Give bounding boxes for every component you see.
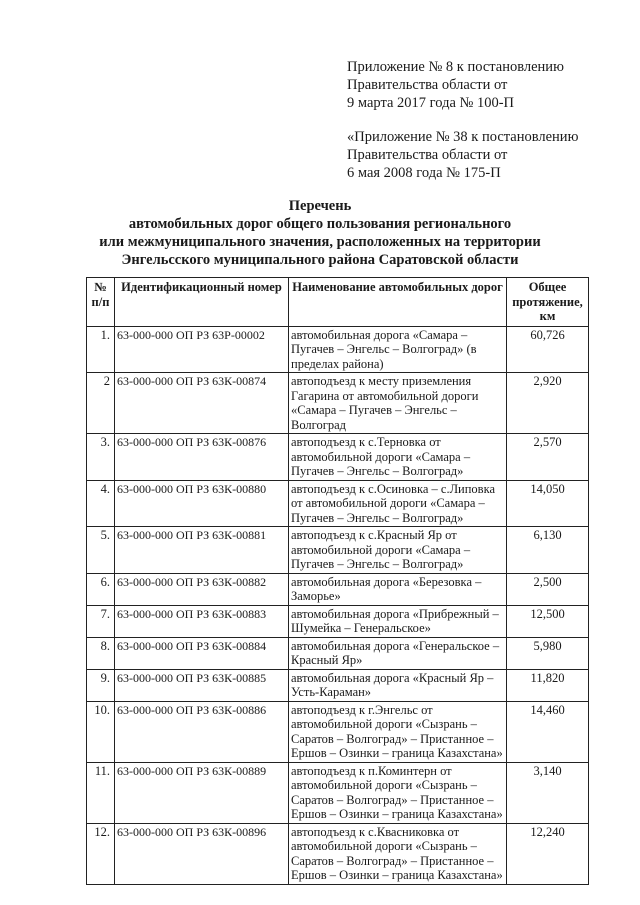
annex-original-reference bbox=[347, 128, 578, 182]
header-id: Идентификационный номер bbox=[115, 278, 289, 327]
table-row bbox=[87, 326, 589, 373]
road-id: 63-000-000 ОП РЗ 63Р-00002 bbox=[115, 326, 289, 373]
row-number: 2 bbox=[87, 373, 115, 434]
row-number: 11. bbox=[87, 762, 115, 823]
road-name: автоподъезд к с.Осиновка – с.Липовка от автомобильной дороги «Самара – Пугачев – Энгельс – Волгоград» bbox=[289, 480, 507, 527]
road-name: автоподъезд к с.Квасниковка от автомобильной дороги «Сызрань – Саратов – Волгоград» – Пристанное – Ершов – Озинки – граница Казахстана» bbox=[289, 823, 507, 884]
row-number: 6. bbox=[87, 573, 115, 605]
annex-line: 6 мая 2008 года № 175-П bbox=[347, 165, 501, 181]
row-number: 10. bbox=[87, 701, 115, 762]
header-num: № п/п bbox=[87, 278, 115, 327]
road-name: автомобильная дорога «Прибрежный – Шумейка – Генеральское» bbox=[289, 605, 507, 637]
table-row bbox=[87, 605, 589, 637]
row-number: 5. bbox=[87, 527, 115, 574]
row-number: 8. bbox=[87, 637, 115, 669]
table-row bbox=[87, 637, 589, 669]
road-id: 63-000-000 ОП РЗ 63К-00876 bbox=[115, 434, 289, 481]
road-length: 60,726 bbox=[507, 326, 589, 373]
road-length: 5,980 bbox=[507, 637, 589, 669]
table-row bbox=[87, 527, 589, 574]
header-name: Наименование автомобильных дорог bbox=[289, 278, 507, 327]
road-id: 63-000-000 ОП РЗ 63К-00896 bbox=[115, 823, 289, 884]
row-number: 12. bbox=[87, 823, 115, 884]
road-id: 63-000-000 ОП РЗ 63К-00881 bbox=[115, 527, 289, 574]
road-id: 63-000-000 ОП РЗ 63К-00889 bbox=[115, 762, 289, 823]
annex-line: «Приложение № 38 к постановлению bbox=[347, 129, 579, 145]
table-row bbox=[87, 762, 589, 823]
road-name: автоподъезд к г.Энгельс от автомобильной дороги «Сызрань – Саратов – Волгоград» – Пристанное – Ершов – Озинки – граница Казахстана» bbox=[289, 701, 507, 762]
road-name: автомобильная дорога «Березовка – Заморье» bbox=[289, 573, 507, 605]
road-id: 63-000-000 ОП РЗ 63К-00882 bbox=[115, 573, 289, 605]
title-line: Энгельсского муниципального района Саратовской области bbox=[121, 252, 519, 268]
table-row bbox=[87, 373, 589, 434]
document-title bbox=[0, 197, 640, 269]
roads-table bbox=[86, 277, 589, 885]
road-length: 11,820 bbox=[507, 669, 589, 701]
road-name: автомобильная дорога «Самара – Пугачев – Энгельс – Волгоград» (в пределах района) bbox=[289, 326, 507, 373]
road-id: 63-000-000 ОП РЗ 63К-00880 bbox=[115, 480, 289, 527]
annex-line: Правительства области от bbox=[347, 147, 508, 163]
road-name: автомобильная дорога «Красный Яр – Усть-Караман» bbox=[289, 669, 507, 701]
road-id: 63-000-000 ОП РЗ 63К-00885 bbox=[115, 669, 289, 701]
road-name: автоподъезд к п.Коминтерн от автомобильной дороги «Сызрань – Саратов – Волгоград» – Пристанное – Ершов – Озинки – граница Казахстана» bbox=[289, 762, 507, 823]
header-length: Общее протяжение, км bbox=[507, 278, 589, 327]
road-id: 63-000-000 ОП РЗ 63К-00883 bbox=[115, 605, 289, 637]
road-name: автоподъезд к месту приземления Гагарина от автомобильной дороги «Самара – Пугачев – Энгельс –Волгоград bbox=[289, 373, 507, 434]
road-id: 63-000-000 ОП РЗ 63К-00884 bbox=[115, 637, 289, 669]
annex-line: 9 марта 2017 года № 100-П bbox=[347, 95, 515, 111]
row-number: 3. bbox=[87, 434, 115, 481]
road-length: 2,500 bbox=[507, 573, 589, 605]
road-name: автомобильная дорога «Генеральское – Красный Яр» bbox=[289, 637, 507, 669]
road-length: 6,130 bbox=[507, 527, 589, 574]
road-length: 12,500 bbox=[507, 605, 589, 637]
table-row bbox=[87, 669, 589, 701]
table-row bbox=[87, 823, 589, 884]
road-id: 63-000-000 ОП РЗ 63К-00874 bbox=[115, 373, 289, 434]
table-row bbox=[87, 573, 589, 605]
table-row bbox=[87, 480, 589, 527]
title-line: Перечень bbox=[288, 198, 352, 214]
annex-current-reference bbox=[347, 58, 564, 112]
table-row bbox=[87, 701, 589, 762]
table-header-row bbox=[87, 278, 589, 327]
row-number: 7. bbox=[87, 605, 115, 637]
title-line: или межмуниципального значения, расположенных на территории bbox=[99, 234, 541, 250]
road-name: автоподъезд к с.Терновка от автомобильной дороги «Самара – Пугачев – Энгельс – Волгоград» bbox=[289, 434, 507, 481]
road-length: 14,050 bbox=[507, 480, 589, 527]
annex-line: Приложение № 8 к постановлению bbox=[347, 59, 564, 75]
row-number: 9. bbox=[87, 669, 115, 701]
road-length: 2,570 bbox=[507, 434, 589, 481]
annex-line: Правительства области от bbox=[347, 77, 508, 93]
road-length: 3,140 bbox=[507, 762, 589, 823]
title-line: автомобильных дорог общего пользования регионального bbox=[128, 216, 512, 232]
road-name: автоподъезд к с.Красный Яр от автомобильной дороги «Самара – Пугачев – Энгельс – Волгоград» bbox=[289, 527, 507, 574]
table-row bbox=[87, 434, 589, 481]
road-length: 2,920 bbox=[507, 373, 589, 434]
road-length: 14,460 bbox=[507, 701, 589, 762]
row-number: 4. bbox=[87, 480, 115, 527]
road-id: 63-000-000 ОП РЗ 63К-00886 bbox=[115, 701, 289, 762]
road-length: 12,240 bbox=[507, 823, 589, 884]
row-number: 1. bbox=[87, 326, 115, 373]
